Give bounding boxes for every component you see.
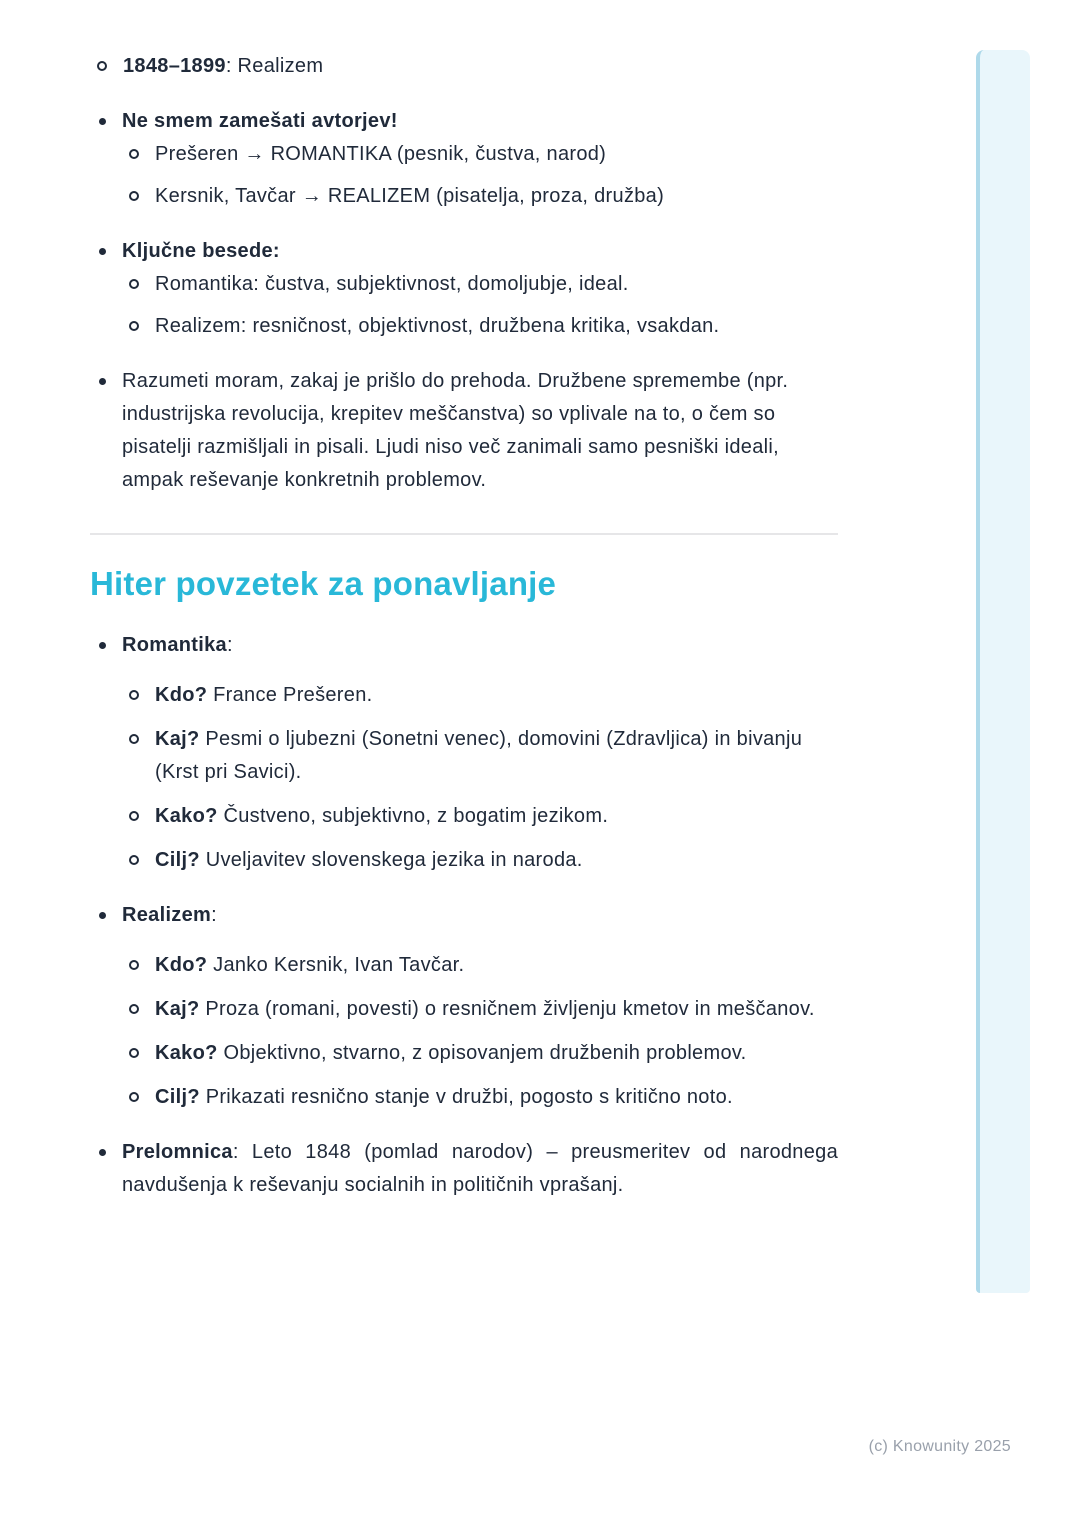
qa-item xyxy=(122,844,838,877)
sub-list-item: Romantika: čustva, subjektivnost, domoljubje, ideal. xyxy=(122,268,838,301)
footer-credit: (c) Knowunity 2025 xyxy=(868,1438,1011,1455)
qa-answer: France Prešeren. xyxy=(213,684,373,706)
qa-item xyxy=(122,949,838,982)
sub-list-item: Kersnik, Tavčar → REALIZEM (pisatelja, proza, družba) xyxy=(122,180,838,213)
group-colon: : xyxy=(226,634,233,656)
period-label: : Realizem xyxy=(225,55,324,77)
group-realizem xyxy=(90,899,838,1114)
qa-question: Cilj? xyxy=(155,849,200,871)
list-item-paragraph: Razumeti moram, zakaj je prišlo do prehoda. Družbene spremembe (npr. industrijska revolucija, krepitev meščanstva) so vplivale na to, o čem so pisatelji razmišljali in pisali. Ljudi niso več zanimali samo pesniški ideali, ampak reševanje konkretnih problemov. xyxy=(90,365,838,497)
summary-section xyxy=(90,565,838,1202)
list-item-keywords xyxy=(90,235,838,343)
qa-answer: Prikazati resnično stanje v družbi, pogosto s kritično noto. xyxy=(205,1086,733,1108)
sub-list-item: Prešeren → ROMANTIKA (pesnik, čustva, narod) xyxy=(122,138,838,171)
group-label: Romantika xyxy=(122,634,227,656)
list-item-title: Ključne besede: xyxy=(122,240,280,262)
qa-question: Kako? xyxy=(155,1042,218,1064)
authors-sublist xyxy=(122,138,838,213)
milestone-label: Prelomnica xyxy=(122,1141,233,1163)
section-divider xyxy=(90,533,838,535)
list-item-milestone xyxy=(90,1136,838,1202)
qa-item xyxy=(122,723,838,789)
qa-question: Kaj? xyxy=(155,998,200,1020)
qa-item xyxy=(122,1081,838,1114)
qa-question: Kaj? xyxy=(155,728,200,750)
qa-question: Kdo? xyxy=(155,954,208,976)
qa-item xyxy=(122,679,838,712)
qa-question: Kako? xyxy=(155,805,218,827)
qa-answer: Pesmi o ljubezni (Sonetni venec), domovini (Zdravljica) in bivanju (Krst pri Savici). xyxy=(155,728,803,783)
qa-item xyxy=(122,800,838,833)
notes-list xyxy=(90,105,838,497)
keywords-sublist xyxy=(122,268,838,343)
qa-answer: Objektivno, stvarno, z opisovanjem družbenih problemov. xyxy=(223,1042,747,1064)
right-accent-bar xyxy=(976,50,1030,1293)
qa-item xyxy=(122,993,838,1026)
list-item-period-realizem xyxy=(90,50,838,83)
qa-question: Kdo? xyxy=(155,684,208,706)
qa-answer: Čustveno, subjektivno, z bogatim jezikom. xyxy=(223,805,609,827)
qa-answer: Uveljavitev slovenskega jezika in naroda. xyxy=(205,849,583,871)
sub-list-item: Realizem: resničnost, objektivnost, družbena kritika, vsakdan. xyxy=(122,310,838,343)
period-range: 1848–1899 xyxy=(123,55,226,77)
qa-answer: Janko Kersnik, Ivan Tavčar. xyxy=(213,954,465,976)
qa-question: Cilj? xyxy=(155,1086,200,1108)
realizem-qa-list xyxy=(122,949,838,1114)
group-romantika xyxy=(90,629,838,877)
list-item-authors xyxy=(90,105,838,213)
group-label: Realizem xyxy=(122,904,212,926)
milestone-text: : Leto 1848 (pomlad narodov) – preusmeritev od narodnega navdušenja k reševanju socialnih in političnih vprašanj. xyxy=(122,1141,838,1196)
page-content xyxy=(90,50,838,1202)
summary-list xyxy=(90,629,838,1202)
notes-section xyxy=(90,50,838,497)
qa-answer: Proza (romani, povesti) o resničnem življenju kmetov in meščanov. xyxy=(205,998,815,1020)
qa-item xyxy=(122,1037,838,1070)
section-heading: Hiter povzetek za ponavljanje xyxy=(90,565,557,602)
romantika-qa-list xyxy=(122,679,838,877)
period-list xyxy=(90,50,838,83)
group-colon: : xyxy=(211,904,217,926)
list-item-title: Ne smem zamešati avtorjev! xyxy=(122,110,398,132)
